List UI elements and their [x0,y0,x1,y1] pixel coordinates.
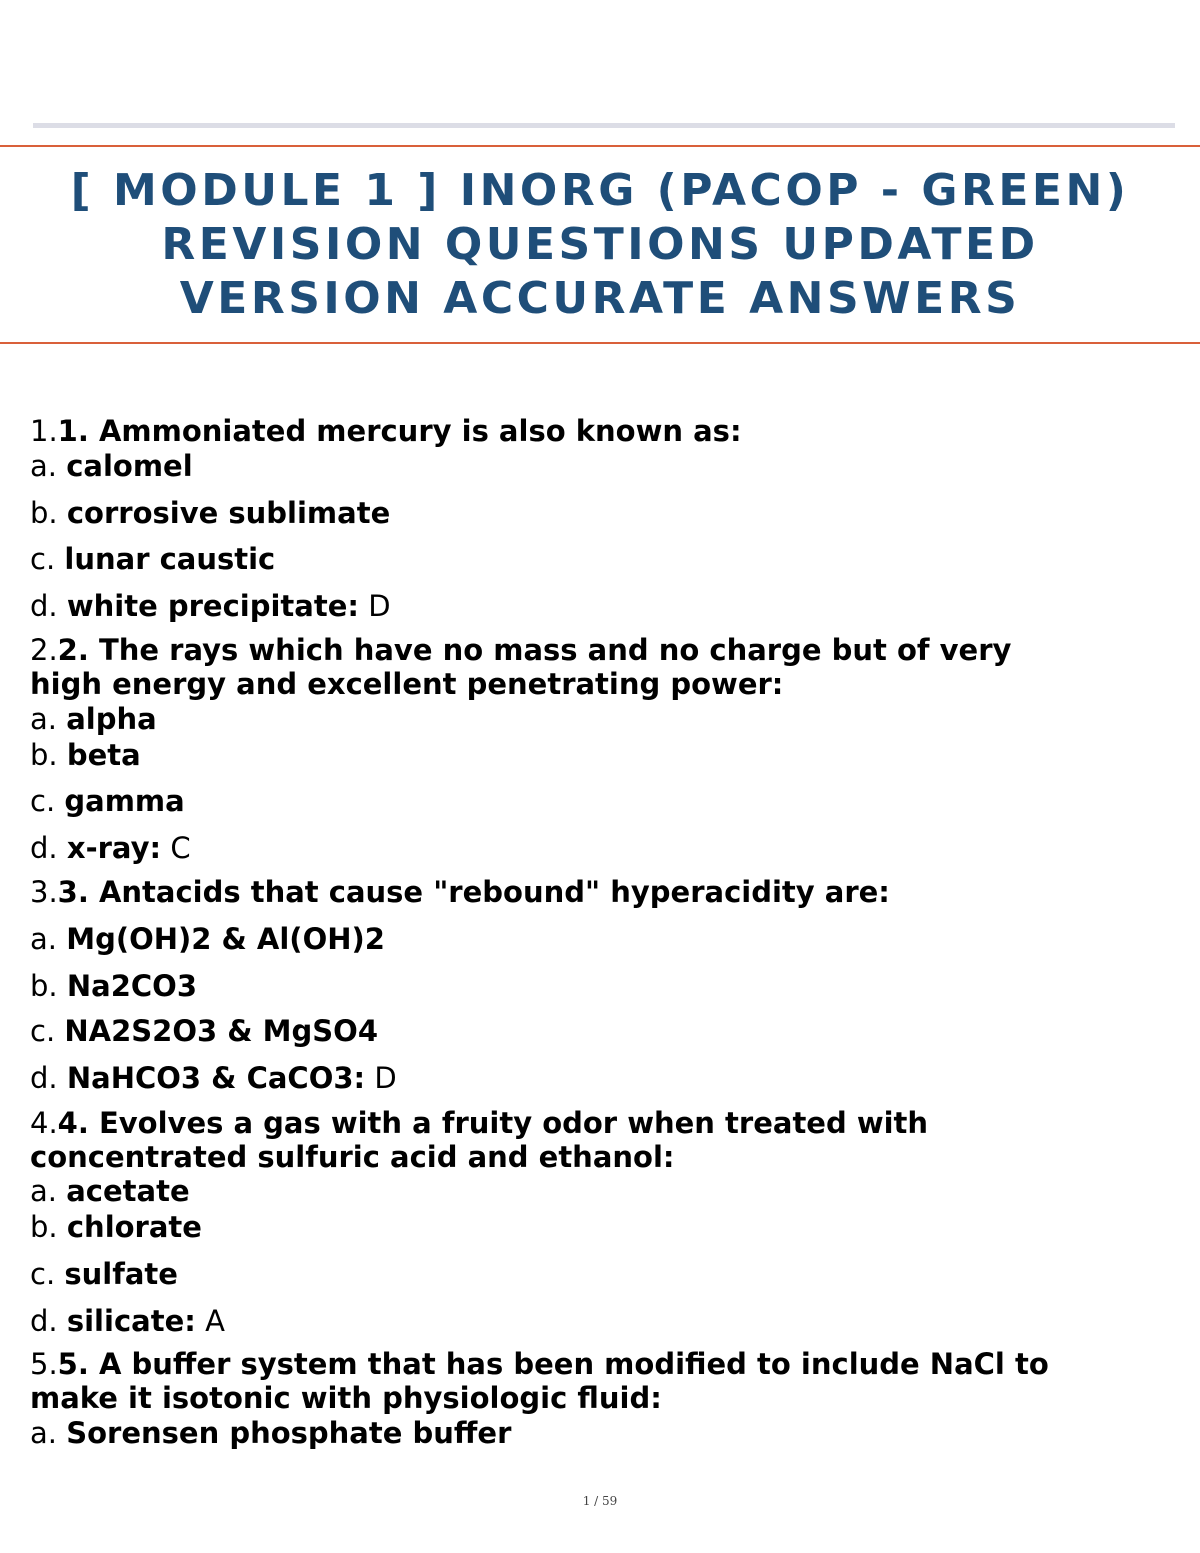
option-c [30,1014,378,1048]
question-5-text [30,1347,1049,1381]
option-text: NaHCO3 & CaCO3: [66,1061,366,1095]
option-d [30,589,391,623]
header-divider [33,123,1175,128]
option-d [30,1304,225,1338]
option-d [30,1061,397,1095]
option-letter: c. [30,784,56,818]
option-letter: b. [30,1210,58,1244]
option-text: lunar caustic [64,542,276,576]
option-text: gamma [64,784,185,818]
option-d [30,831,191,865]
option-text: acetate [66,1174,190,1208]
option-a [30,449,193,483]
question-number: 5. [30,1347,58,1381]
option-b [30,496,390,530]
option-text: calomel [66,449,193,483]
option-c [30,542,275,576]
question-text: 5. A buffer system that has been modified to include NaCl to [57,1347,1049,1381]
title-line: [ MODULE 1 ] INORG (PACOP - GREEN) [70,165,1130,216]
option-letter: b. [30,738,58,772]
option-text: alpha [66,702,157,736]
title-bottom-border [0,342,1200,344]
option-letter: b. [30,969,58,1003]
title-line: VERSION ACCURATE ANSWERS [179,273,1021,324]
option-letter: a. [30,702,57,736]
option-letter: d. [30,1304,58,1338]
question-number: 4. [30,1106,58,1140]
option-b [30,1210,202,1244]
question-text: 4. Evolves a gas with a fruity odor when treated with [57,1106,929,1140]
page-number: 1 / 59 [582,1494,618,1508]
option-text: beta [66,738,141,772]
answer-key: D [374,1061,397,1095]
option-text: silicate: [66,1304,196,1338]
option-a [30,1416,511,1450]
option-letter: b. [30,496,58,530]
option-letter: a. [30,1174,57,1208]
question-text: 1. Ammoniated mercury is also known as: [57,414,742,448]
option-text: chlorate [66,1210,202,1244]
question-number: 2. [30,633,58,667]
option-text: sulfate [64,1257,178,1291]
question-number: 1. [30,414,58,448]
question-text-continued: make it isotonic with physiologic fluid: [30,1381,662,1415]
question-text: 2. The rays which have no mass and no charge but of very [57,633,1012,667]
question-text-continued: concentrated sulfuric acid and ethanol: [30,1140,675,1174]
option-text: white precipitate: [66,589,359,623]
option-letter: a. [30,1416,57,1450]
question-text: 3. Antacids that cause "rebound" hyperacidity are: [57,875,890,909]
option-b [30,738,141,772]
option-c [30,784,185,818]
question-2-text [30,633,1011,667]
option-letter: a. [30,449,57,483]
answer-key: D [368,589,391,623]
question-4-text [30,1106,928,1140]
option-letter: d. [30,589,58,623]
option-letter: c. [30,1014,56,1048]
option-letter: d. [30,831,58,865]
option-text: Mg(OH)2 & Al(OH)2 [66,922,385,956]
option-text: Sorensen phosphate buffer [66,1416,512,1450]
option-text: x-ray: [66,831,162,865]
document-title [0,164,1200,326]
question-3-text [30,875,890,909]
option-letter: c. [30,542,56,576]
option-letter: a. [30,922,57,956]
option-text: Na2CO3 [66,969,197,1003]
option-a [30,922,385,956]
answer-key: A [205,1304,225,1338]
title-line: REVISION QUESTIONS UPDATED [161,219,1039,270]
question-text-continued: high energy and excellent penetrating power: [30,667,784,701]
option-a [30,1174,190,1208]
option-text: corrosive sublimate [66,496,391,530]
answer-key: C [170,831,191,865]
option-c [30,1257,178,1291]
option-letter: d. [30,1061,58,1095]
option-b [30,969,197,1003]
question-number: 3. [30,875,58,909]
title-top-border [0,145,1200,147]
option-letter: c. [30,1257,56,1291]
question-1-text [30,414,742,448]
option-a [30,702,157,736]
option-text: NA2S2O3 & MgSO4 [64,1014,378,1048]
